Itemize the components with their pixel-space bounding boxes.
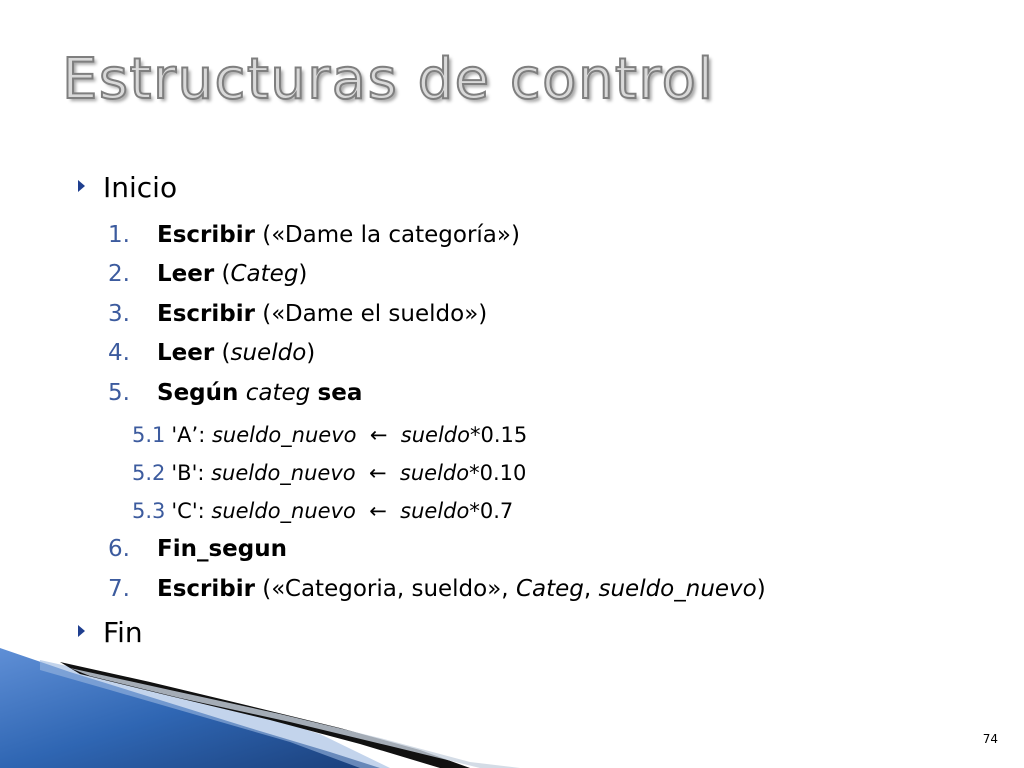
case-number: 5.2: [132, 461, 166, 485]
step-number: 4.: [108, 340, 130, 366]
assign-arrow-icon: ←: [355, 461, 400, 485]
case-source: sueldo: [400, 499, 470, 523]
bullet-inicio-label: Inicio: [103, 171, 178, 204]
case-label: 'A’:: [171, 423, 212, 447]
case-target: sueldo_nuevo: [211, 423, 357, 447]
step-6: [108, 538, 287, 561]
step-text: (: [214, 261, 231, 287]
step-keyword: Escribir: [157, 222, 255, 248]
step-variable: categ: [245, 380, 311, 406]
step-5: [108, 382, 362, 405]
case-source: sueldo: [400, 423, 470, 447]
step-number: 1.: [108, 222, 130, 248]
step-number: 2.: [108, 261, 130, 287]
case-target: sueldo_nuevo: [211, 499, 356, 523]
bullet-fin-label: Fin: [103, 616, 143, 649]
step-variable: sueldo: [230, 340, 307, 366]
case-label: 'B':: [171, 461, 212, 485]
step-text: ): [756, 576, 766, 602]
step-keyword: Leer: [157, 261, 215, 287]
step-keyword: Escribir: [157, 576, 255, 602]
step-number: 7.: [108, 576, 130, 602]
step-keyword: Leer: [157, 340, 215, 366]
page-number: 74: [982, 732, 998, 746]
bullet-arrow-icon: [78, 180, 85, 192]
case-number: 5.1: [132, 423, 166, 447]
step-1: [108, 224, 520, 247]
case-5-3: [132, 501, 513, 522]
step-text: ): [298, 261, 308, 287]
case-factor: *0.7: [469, 499, 514, 523]
step-4: [108, 342, 315, 365]
step-text: («Dame la categoría»): [254, 222, 520, 248]
step-text: («Dame el sueldo»): [254, 301, 488, 327]
case-source: sueldo: [399, 461, 470, 485]
bullet-arrow-icon: [78, 625, 85, 637]
step-text: («Categoria, sueldo»,: [254, 576, 516, 602]
bullet-fin: [78, 616, 143, 649]
step-number: 5.: [108, 380, 130, 406]
step-keyword: Escribir: [157, 301, 255, 327]
step-keyword-2: sea: [317, 380, 363, 406]
assign-arrow-icon: ←: [356, 423, 401, 447]
step-2: [108, 263, 307, 286]
case-5-1: [132, 425, 527, 446]
assign-arrow-icon: ←: [355, 499, 401, 523]
step-number: 3.: [108, 301, 130, 327]
step-number: 6.: [108, 536, 130, 562]
step-7: [108, 578, 766, 601]
case-factor: *0.15: [469, 423, 528, 447]
case-label: 'C':: [171, 499, 212, 523]
bullet-inicio: [78, 171, 178, 204]
slide-title: Estructuras de control: [62, 47, 715, 112]
case-target: sueldo_nuevo: [211, 461, 356, 485]
step-keyword: Fin_segun: [157, 536, 287, 562]
step-variable: Categ: [230, 261, 299, 287]
case-factor: *0.10: [469, 461, 527, 485]
step-text: ,: [583, 576, 599, 602]
step-text: (: [214, 340, 231, 366]
case-5-2: [132, 463, 526, 484]
step-3: [108, 303, 487, 326]
step-variable: sueldo_nuevo: [598, 576, 757, 602]
step-variable: Categ: [515, 576, 584, 602]
step-text: ): [306, 340, 316, 366]
case-number: 5.3: [132, 499, 166, 523]
step-keyword: Según: [157, 380, 239, 406]
